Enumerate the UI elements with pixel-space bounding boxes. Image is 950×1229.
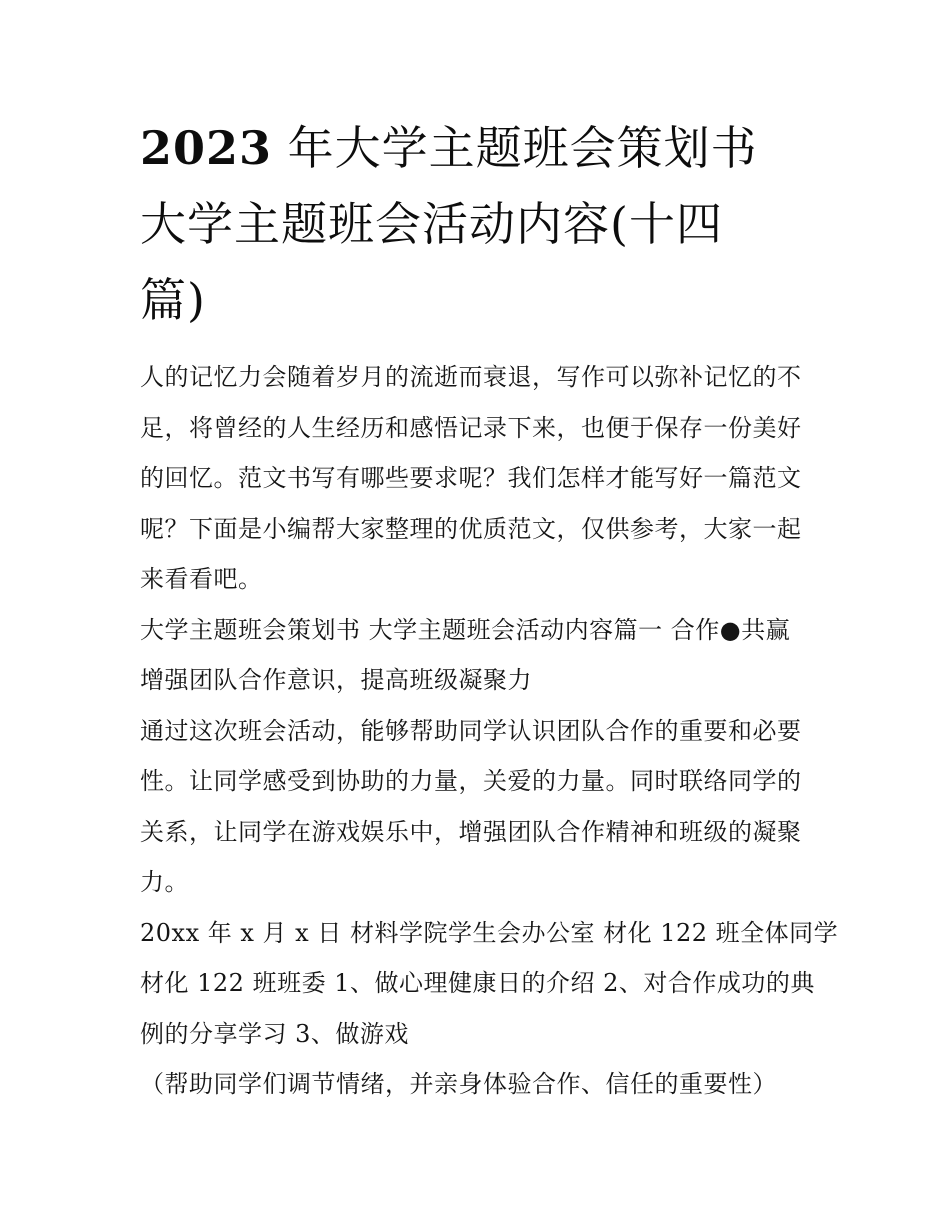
text-line: 大学主题班会策划书 大学主题班会活动内容篇一 合作●共赢 [140,615,791,644]
title-rest: 年大学主题班会策划书 [272,121,758,175]
text-line: 20xx 年 x 月 x 日 材料学院学生会办公室 材化 122 班全体同学 [140,918,839,947]
note-paragraph [140,1059,815,1110]
title-line [140,110,815,186]
text-line: 的回忆。范文书写有哪些要求呢？我们怎样才能写好一篇范文 [140,464,802,492]
text-line: 呢？下面是小编帮大家整理的优质范文，仅供参考，大家一起 [140,514,802,543]
text-line: 来看看吧。 [140,565,263,593]
text-line: 足，将曾经的人生经历和感悟记录下来，也便于保存一份美好 [140,413,802,442]
text-line: 关系，让同学在游戏娱乐中，增强团队合作精神和班级的凝聚 [140,817,802,846]
text-line: 增强团队合作意识，提高班级凝聚力 [140,666,532,694]
text-line: 例的分享学习 3、做游戏 [140,1019,409,1048]
text-line: 性。让同学感受到协助的力量，关爱的力量。同时联络同学的 [140,767,802,795]
section-heading-paragraph [140,605,815,706]
document-body [140,352,839,1110]
purpose-paragraph [140,706,815,908]
intro-paragraph [140,352,815,605]
details-paragraph [140,908,839,1060]
document-content [140,110,839,1110]
title-line: 篇) [140,273,206,327]
title-line: 大学主题班会活动内容(十四 [140,197,723,251]
text-line: 人的记忆力会随着岁月的流逝而衰退，写作可以弥补记忆的不 [140,363,802,391]
text-line: （帮助同学们调节情绪，并亲身体验合作、信任的重要性） [140,1070,777,1098]
text-line: 力。 [140,868,189,896]
document-title [140,110,815,338]
title-year: 2023 [140,121,273,175]
text-line: 通过这次班会活动，能够帮助同学认识团队合作的重要和必要 [140,716,802,745]
text-line: 材化 122 班班委 1、做心理健康日的介绍 2、对合作成功的典 [140,969,815,997]
